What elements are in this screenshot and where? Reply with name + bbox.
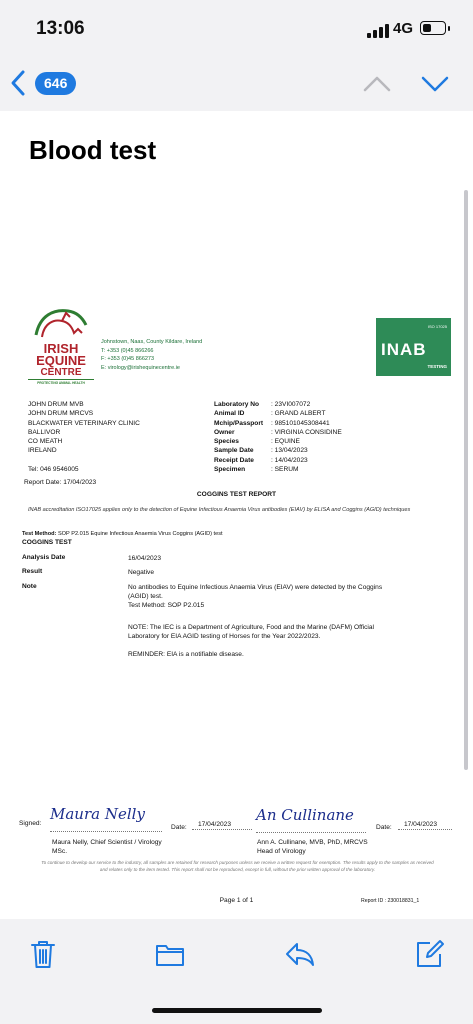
date-label-2: Date: [376, 824, 392, 831]
signatory-1: Maura Nelly, Chief Scientist / Virology MSc. [52, 839, 162, 856]
previous-message-button[interactable] [362, 72, 392, 101]
detail-values: : 23VI007072 : GRAND ALBERT : 985101045308441 : VIRGINIA CONSIDINE : EQUINE : 13/04/2023 : 14/04/2023 : SERUM [271, 401, 342, 474]
status-time: 13:06 [36, 18, 85, 39]
next-message-button[interactable] [420, 72, 450, 101]
report-heading: COGGINS TEST REPORT [196, 491, 277, 498]
signed-label: Signed: [19, 820, 42, 827]
home-indicator[interactable] [152, 1008, 322, 1013]
message-body [0, 111, 473, 919]
network-label: 4G [393, 20, 414, 37]
analysis-date-value: 16/04/2023 [128, 555, 162, 562]
result-label: Result [22, 568, 43, 575]
horse-logo-icon [32, 303, 90, 344]
test-method: Test Method: SOP P2.015 Equine Infectious Anaemia Virus Coggins (AGID) test [22, 531, 223, 537]
accreditation-note: INAB accreditation ISO17025 applies only to the detection of Equine Infectious Anaemia Virus antibodies (EIAV) by ELISA and Coggins (AGID) techniques [28, 507, 411, 513]
note-text: No antibodies to Equine Infectious Anaemia Virus (EIAV) were detected by the Coggins (AGID) test. Test Method: SOP P2.015 NOTE: The IEC is a Department of Agriculture, Food and the Marine (DAFM) Official Laboratory for EIA AGID testing of Horses for the Year 2022/2023. REMINDER: EIA is a notifiable disease. [128, 584, 383, 658]
footer-note: To continue to develop our service to the industry, all samples are retained for research purposes unless we receive a written request for exemption. The results apply to the samples as received and relates only to the item tested. This report shall not be reproduced, except in full, without the prior written approval of the laboratory. [41, 860, 434, 872]
compose-icon[interactable] [413, 938, 445, 975]
mailbox-count-badge[interactable]: 646 [35, 72, 76, 95]
folder-icon[interactable] [154, 938, 186, 975]
signature-maura-nelly: Maura Nelly [50, 805, 162, 832]
page-number: Page 1 of 1 [219, 897, 254, 904]
detail-labels: Laboratory No Animal ID Mchip/Passport Owner Species Sample Date Receipt Date Specimen [214, 401, 264, 474]
back-chevron-icon[interactable] [8, 68, 28, 103]
report-id: Report ID : 230018831_1 [361, 898, 420, 904]
signatory-2: Ann A. Cullinane, MVB, PhD, MRCVS Head of Virology [257, 839, 368, 856]
iec-logo: IRISH EQUINE CENTRE PROTECTING ANIMAL HEALTH [28, 343, 94, 386]
analysis-date-label: Analysis Date [22, 554, 66, 561]
report-date: Report Date: 17/04/2023 [24, 479, 97, 486]
test-subheading: COGGINS TEST [22, 539, 72, 546]
signal-icon [367, 22, 389, 38]
letterhead-contact: Johnstown, Naas, County Kildare, Ireland T: +353 (0)45 866266 F: +353 (0)45 866273 E: virology@irishequinecentre.ie [101, 339, 203, 371]
inab-logo: ISO 17025 INAB TESTING [376, 318, 451, 376]
reply-icon[interactable] [284, 938, 316, 975]
client-address: JOHN DRUM MVB JOHN DRUM MRCVS BLACKWATER VETERINARY CLINIC BALLIVOR CO MEATH IRELAND Tel: 046 9546005 [28, 401, 140, 473]
result-value: Negative [128, 569, 155, 576]
trash-icon[interactable] [29, 938, 57, 975]
date-value-1: 17/04/2023 [192, 820, 252, 830]
date-label-1: Date: [171, 824, 187, 831]
signature-ann-cullinane: An Cullinane [256, 806, 366, 833]
date-value-2: 17/04/2023 [398, 820, 452, 830]
message-subject: Blood test [29, 135, 157, 165]
note-label: Note [22, 583, 37, 590]
battery-icon [420, 21, 446, 35]
scrollbar[interactable] [464, 190, 468, 770]
